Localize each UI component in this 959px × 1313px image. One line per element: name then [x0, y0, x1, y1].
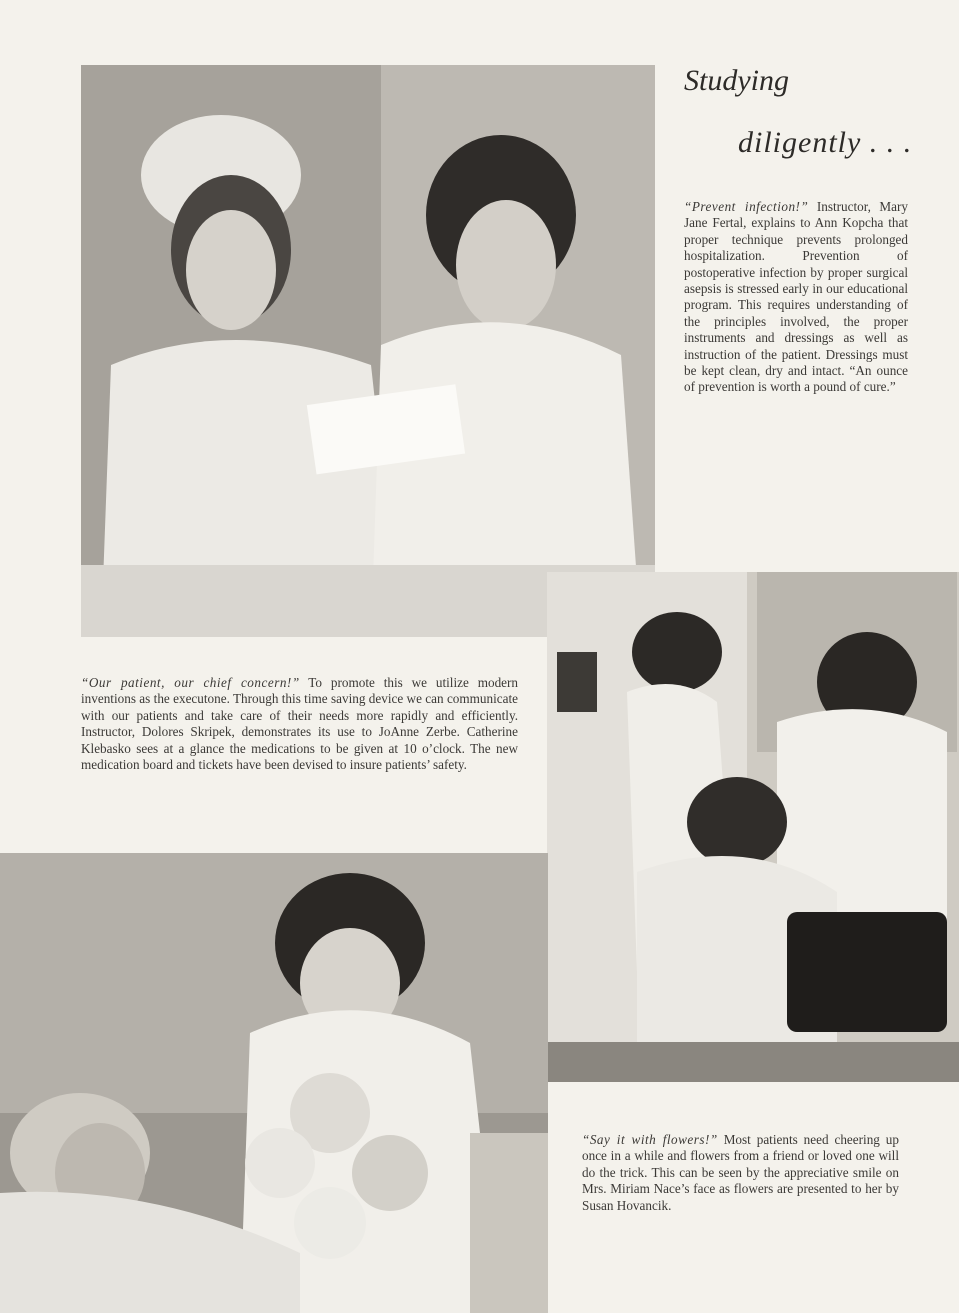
- caption-prevent-infection: [684, 199, 908, 396]
- photo-flowers-patient: [0, 853, 548, 1313]
- caption-say-it-with-flowers: [582, 1132, 899, 1214]
- heading-diligently: diligently . . .: [738, 126, 913, 159]
- photo-nurses-dressing-image: [81, 65, 655, 637]
- photo-medication-board: [547, 572, 959, 1082]
- caption-lead: “Our patient, our chief concern!”: [81, 675, 300, 690]
- photo-flowers-patient-image: [0, 853, 548, 1313]
- caption-body: Instructor, Mary Jane Fertal, explains to Ann Kopcha that proper technique prevents prolonged hospitalization. Prevention of postoperative infection by proper surgical asepsis is stressed early in our educational program. This requires understanding of the principles involved, the proper instruments and dressings as well as instruction of the patient. Dressings must be kept clean, dry and intact. “An ounce of prevention is worth a pound of cure.”: [684, 199, 908, 395]
- heading-studying: Studying: [684, 64, 789, 97]
- caption-patient-concern: [81, 675, 518, 773]
- caption-lead: “Prevent infection!”: [684, 199, 809, 214]
- caption-body: Most patients need cheering up once in a while and flowers from a friend or loved one will do the trick. This can be seen by the appreciative smile on Mrs. Miriam Nace’s face as flowers are presented to her by Susan Hovancik.: [582, 1132, 899, 1213]
- photo-nurses-dressing: [81, 65, 655, 637]
- caption-body: To promote this we utilize modern inventions as the executone. Through this time saving device we can communicate with our patients and take care of their needs more rapidly and efficiently. Instructor, Dolores Skripek, demonstrates its use to JoAnne Zerbe. Catherine Klebasko sees at a glance the medications to be given at 10 o’clock. The new medication board and tickets have been devised to insure patients’ safety.: [81, 675, 519, 773]
- photo-medication-board-image: [547, 572, 959, 1082]
- caption-lead: “Say it with flowers!”: [582, 1132, 718, 1147]
